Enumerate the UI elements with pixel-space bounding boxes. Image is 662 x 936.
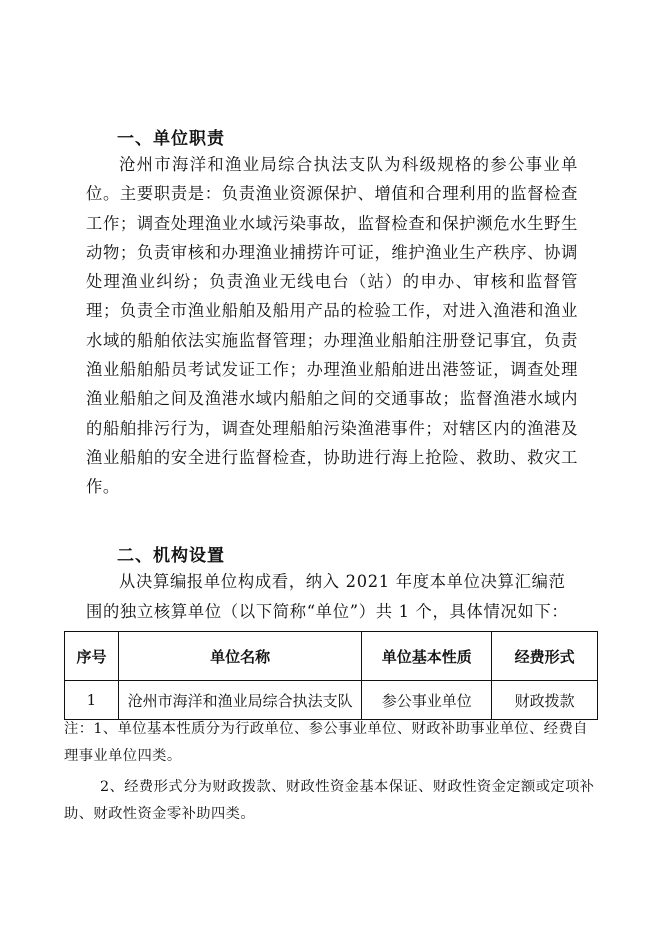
note-1: 注：1、单位基本性质分为行政单位、参公事业单位、财政补助事业单位、经费自理事业单位四类。 bbox=[64, 721, 588, 764]
structure-intro-text: 从决算编报单位构成看，纳入 2021 年度本单位决算汇编范围的独立核算单位（以下简称“单位”）共 1 个，具体情况如下： bbox=[86, 572, 569, 621]
section-heading-duties: 一、单位职责 bbox=[117, 129, 225, 149]
header-funding-form: 经费形式 bbox=[492, 632, 598, 681]
cell-index: 1 bbox=[65, 681, 119, 720]
duties-paragraph bbox=[86, 150, 578, 502]
cell-funding-form: 财政拨款 bbox=[492, 681, 598, 720]
units-table bbox=[64, 631, 598, 720]
header-unit-nature: 单位基本性质 bbox=[362, 632, 492, 681]
note-2: 2、经费形式分为财政拨款、财政性资金基本保证、财政性资金定额或定项补助、财政性资金零补助四类。 bbox=[64, 779, 595, 822]
duties-text: 沧州市海洋和渔业局综合执法支队为科级规格的参公事业单位。主要职责是：负责渔业资源保护、增值和合理利用的监督检查工作；调查处理渔业水域污染事故，监督检查和保护濒危水生野生动物；负责审核和办理渔业捕捞许可证，维护渔业生产秩序、协调处理渔业纠纷；负责渔业无线电台（站）的申办、审核和监督管理；负责全市渔业船舶及船用产品的检验工作，对进入渔港和渔业水域的船舶依法实施监督管理；办理渔业船舶注册登记事宜，负责渔业船舶船员考试发证工作；办理渔业船舶进出港签证，调查处理渔业船舶之间及渔港水域内船舶之间的交通事故；监督渔港水域内的船舶排污行为，调查处理船舶污染渔港事件；对辖区内的渔港及渔业船舶的安全进行监督检查，协助进行海上抢险、救助、救灾工作。 bbox=[86, 155, 578, 497]
header-unit-name: 单位名称 bbox=[118, 632, 362, 681]
structure-intro-paragraph bbox=[86, 567, 578, 626]
table-notes bbox=[64, 716, 598, 828]
header-index: 序号 bbox=[65, 632, 119, 681]
table-row bbox=[65, 681, 598, 720]
cell-unit-nature: 参公事业单位 bbox=[362, 681, 492, 720]
cell-unit-name: 沧州市海洋和渔业局综合执法支队 bbox=[118, 681, 362, 720]
table-header-row bbox=[65, 632, 598, 681]
section-heading-structure: 二、机构设置 bbox=[117, 546, 225, 566]
